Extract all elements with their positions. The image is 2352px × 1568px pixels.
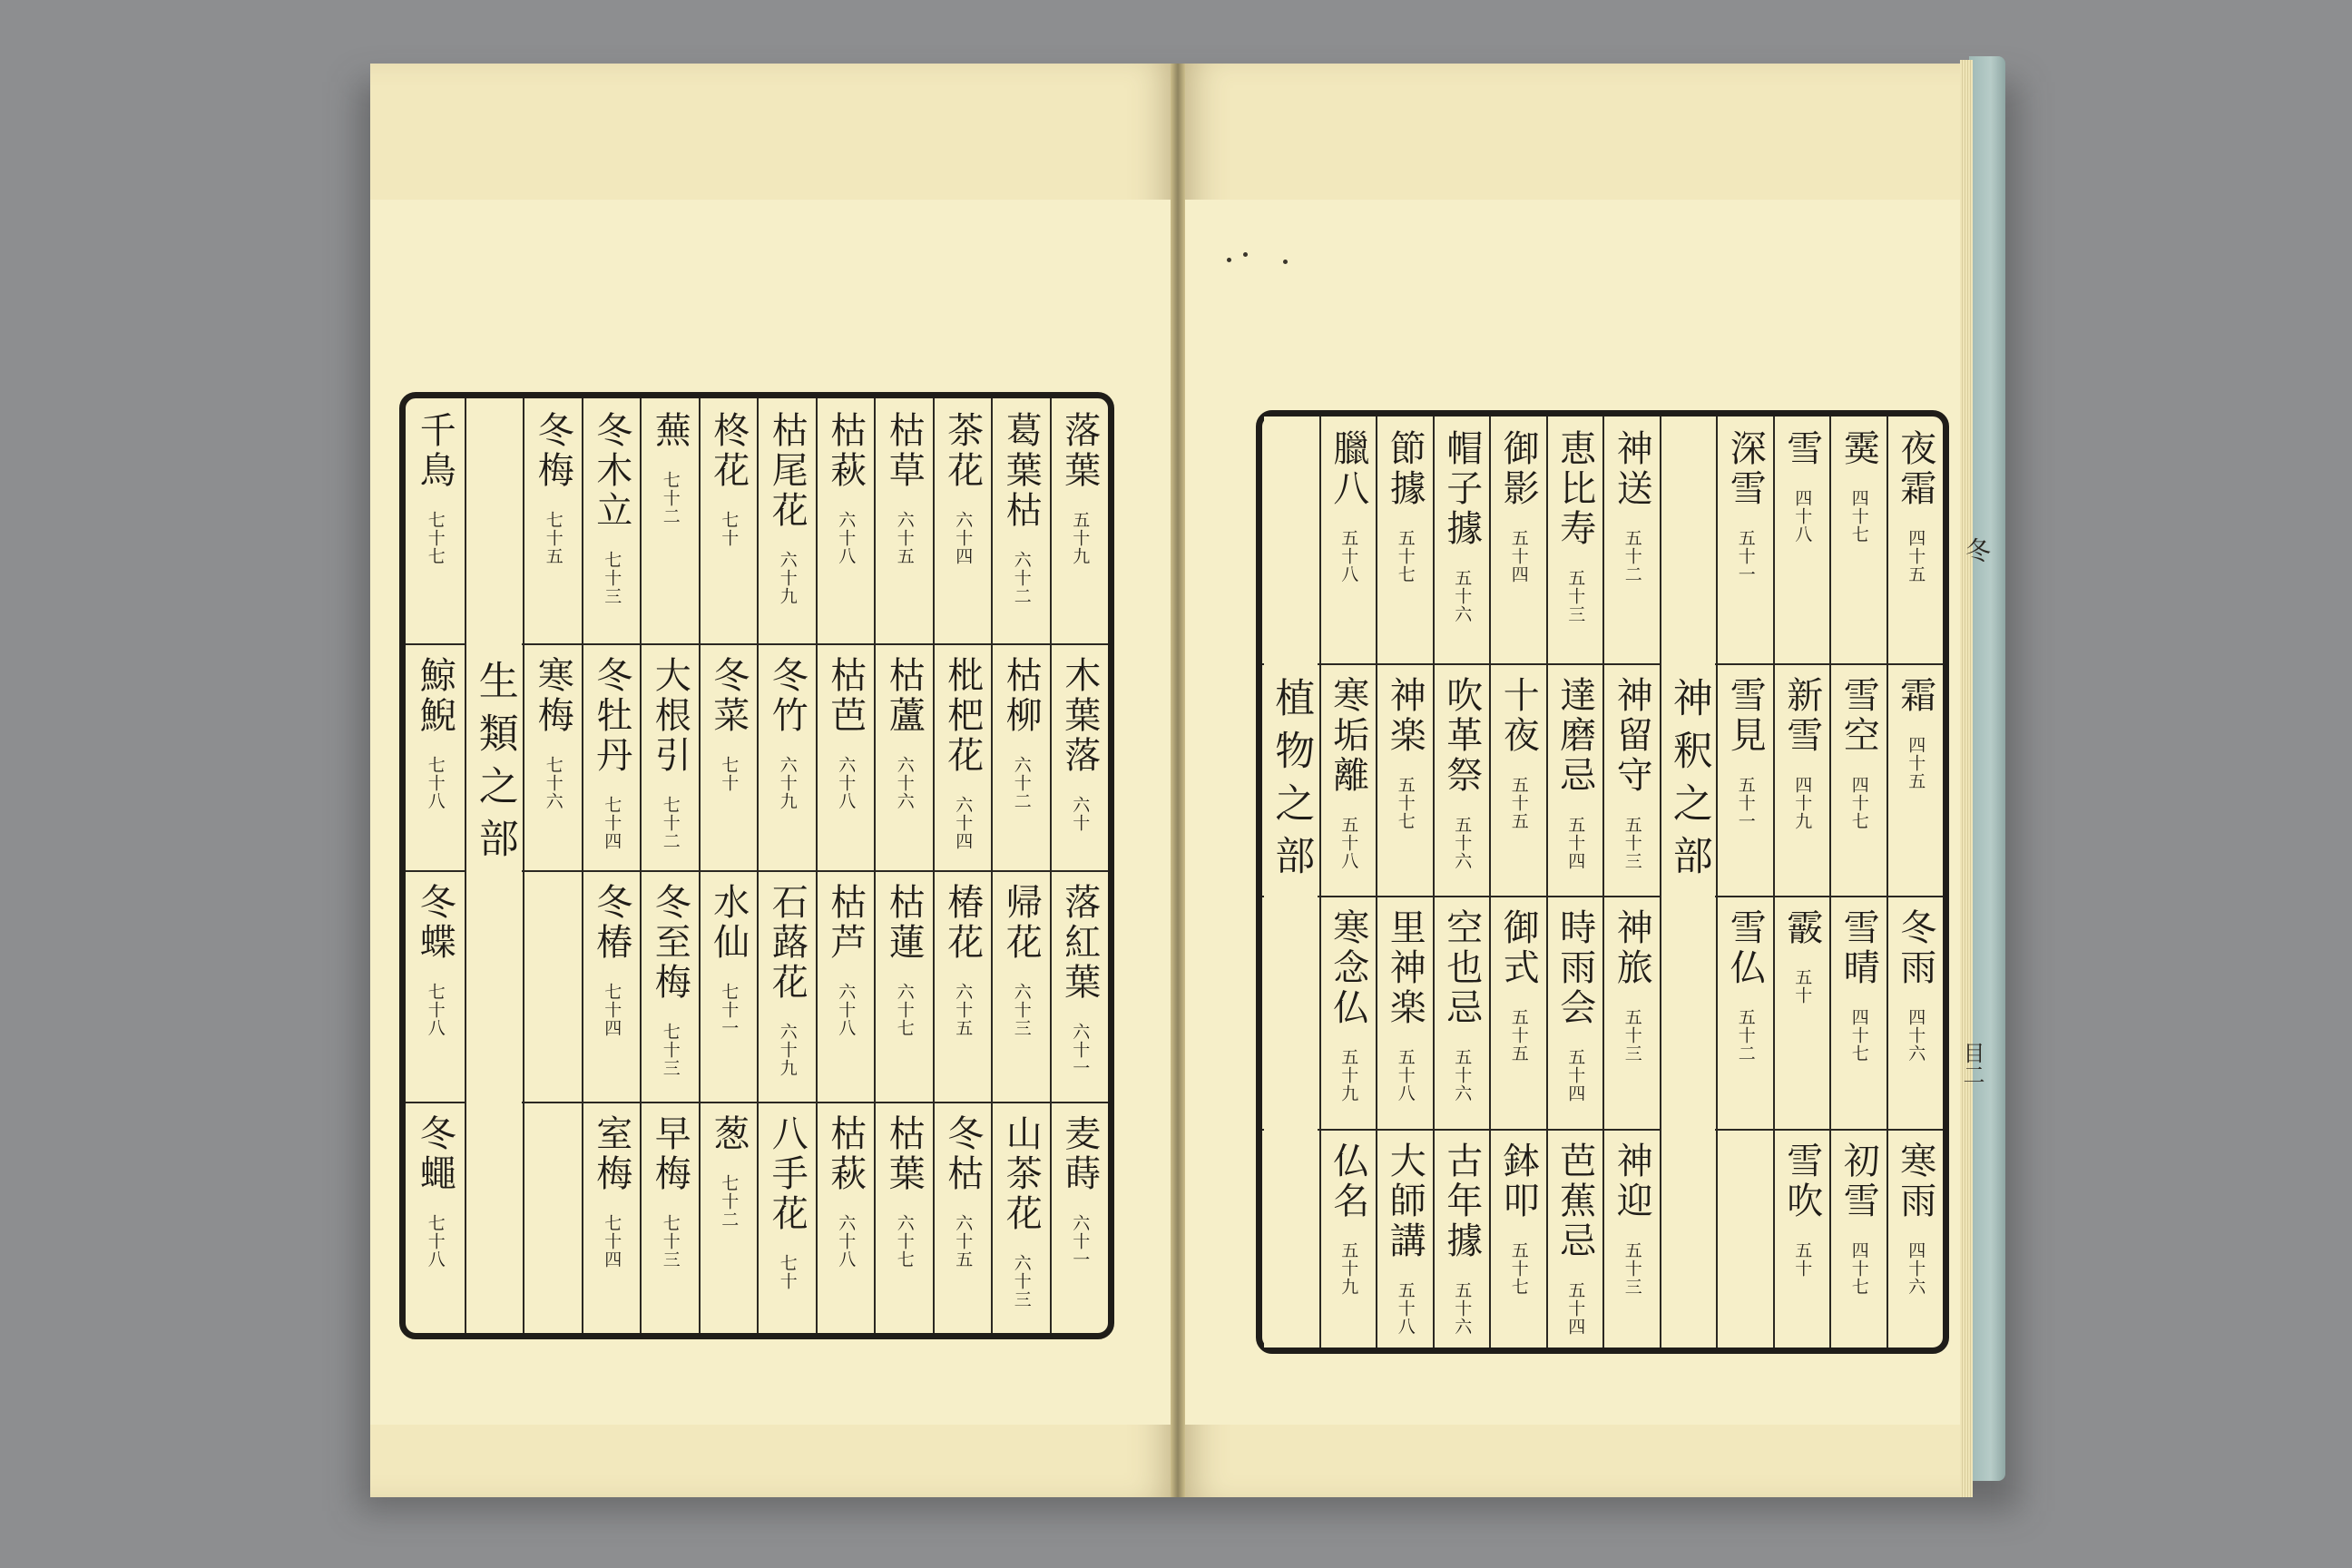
- index-page-number: 五十一: [1735, 775, 1756, 830]
- index-term: 冬牡丹: [590, 655, 632, 776]
- edge-label: 冬: [1962, 537, 1992, 563]
- index-term: 冬蝶: [414, 883, 456, 964]
- index-page-number: 七十二: [660, 795, 681, 850]
- section-heading: 神釈之部: [1665, 677, 1712, 888]
- index-column: [1050, 398, 1109, 1333]
- index-term: 寒念仏: [1327, 908, 1369, 1029]
- index-page-number: 七十: [719, 755, 740, 792]
- index-page-number: 五十三: [1622, 1240, 1642, 1296]
- index-page-number: 五十五: [1508, 1008, 1529, 1063]
- index-page-number: 五十一: [1735, 529, 1756, 583]
- index-term: 山茶花: [1000, 1113, 1043, 1234]
- index-page-number: 五十八: [1395, 1280, 1416, 1336]
- index-term: 雪吹: [1780, 1141, 1823, 1221]
- index-term: 夜霜: [1894, 429, 1936, 509]
- index-term: 枯蓮: [883, 883, 926, 964]
- index-term: 新雪: [1780, 675, 1823, 756]
- index-page-number: 六十八: [836, 983, 857, 1038]
- index-column: [1546, 416, 1603, 1348]
- index-page-number: 四十五: [1906, 529, 1926, 583]
- index-page-number: 五十四: [1565, 815, 1586, 870]
- index-term: 大師講: [1384, 1141, 1426, 1261]
- index-term: 達磨忌: [1553, 675, 1596, 796]
- index-term: 里神楽: [1384, 908, 1426, 1029]
- index-page-number: 四十七: [1848, 1008, 1869, 1063]
- index-page-number: 六十二: [1011, 551, 1032, 605]
- index-column: [1773, 416, 1830, 1348]
- index-term: 臘八: [1327, 429, 1369, 509]
- index-page-number: 五十七: [1395, 775, 1416, 830]
- index-page-number: 七十八: [425, 983, 446, 1038]
- index-page-number: 六十三: [1011, 1253, 1032, 1308]
- index-page-number: 五十三: [1565, 569, 1586, 623]
- index-page-number: 七十三: [602, 551, 622, 605]
- index-column: [1489, 416, 1546, 1348]
- index-page-number: 七十四: [602, 983, 622, 1038]
- index-page-number: 六十八: [836, 1213, 857, 1269]
- index-term: 雪晴: [1838, 908, 1880, 989]
- index-page-number: 五十六: [1452, 1048, 1473, 1103]
- index-column: [406, 398, 465, 1333]
- index-page-number: 四十六: [1906, 1008, 1926, 1063]
- index-term: 枯芦: [824, 883, 867, 964]
- index-page-number: 六十: [1070, 795, 1091, 832]
- index-term: 枯葉: [883, 1113, 926, 1194]
- index-term: 寒梅: [532, 655, 574, 736]
- index-page-number: 五十六: [1452, 569, 1473, 623]
- index-page-number: 五十二: [1622, 529, 1642, 583]
- index-term: 枇杷花: [941, 655, 984, 776]
- right-index-frame: [1256, 410, 1949, 1354]
- index-page-number: 五十四: [1565, 1048, 1586, 1103]
- index-term: 霰: [1780, 908, 1823, 949]
- index-page-number: 六十八: [836, 755, 857, 810]
- row-rule: [1262, 663, 1943, 665]
- index-page-number: 五十九: [1338, 1048, 1359, 1103]
- index-section-column: [1660, 416, 1717, 1348]
- index-term: 葱: [707, 1113, 750, 1154]
- index-term: 枯萩: [824, 411, 867, 491]
- index-term: 水仙: [707, 883, 750, 964]
- book-gutter: [1171, 64, 1185, 1497]
- index-section-column: [1262, 416, 1319, 1348]
- index-column: [640, 398, 699, 1333]
- index-page-number: 六十七: [894, 1213, 915, 1269]
- index-column: [816, 398, 875, 1333]
- index-term: 深雪: [1724, 429, 1767, 509]
- index-term: 麦蒔: [1058, 1113, 1101, 1194]
- index-term: 雪: [1780, 429, 1823, 469]
- index-page-number: 六十二: [1011, 755, 1032, 810]
- index-term: 枯芭: [824, 655, 867, 736]
- index-page-number: 四十五: [1906, 735, 1926, 790]
- row-rule: [1262, 1129, 1943, 1131]
- book-cover-edge: [1969, 56, 2005, 1481]
- left-index-frame: [399, 392, 1114, 1339]
- section-heading: 生類之部: [471, 660, 518, 871]
- index-term: 御式: [1497, 908, 1540, 989]
- index-term: 木葉落: [1058, 655, 1101, 776]
- index-page-number: 七十四: [602, 795, 622, 850]
- row-rule: [1262, 896, 1943, 897]
- index-term: 冬梅: [532, 411, 574, 491]
- index-page-number: 四十七: [1848, 489, 1869, 544]
- index-section-column: [465, 398, 524, 1333]
- index-term: 時雨会: [1553, 908, 1596, 1029]
- ink-speck: [1243, 252, 1248, 257]
- index-term: 吹革祭: [1440, 675, 1483, 796]
- index-page-number: 六十四: [953, 511, 974, 565]
- index-page-number: 五十三: [1622, 815, 1642, 870]
- page-stack-edge: [1960, 60, 1973, 1497]
- index-page-number: 五十四: [1565, 1280, 1586, 1336]
- index-term: 古年據: [1440, 1141, 1483, 1261]
- index-page-number: 六十五: [894, 511, 915, 565]
- index-page-number: 七十: [777, 1253, 798, 1290]
- index-column: [1716, 416, 1773, 1348]
- index-page-number: 五十九: [1338, 1240, 1359, 1296]
- index-page-number: 五十八: [1338, 815, 1359, 870]
- index-term: 霙: [1838, 429, 1880, 469]
- index-term: 芭蕉忌: [1553, 1141, 1596, 1261]
- index-term: 落葉: [1058, 411, 1101, 491]
- index-term: 寒雨: [1894, 1141, 1936, 1221]
- index-term: 枯柳: [1000, 655, 1043, 736]
- index-page-number: 七十三: [660, 1023, 681, 1078]
- index-term: 初雪: [1838, 1141, 1880, 1221]
- index-term: 枯萩: [824, 1113, 867, 1194]
- index-page-number: 六十六: [894, 755, 915, 810]
- index-term: 冬蠅: [414, 1113, 456, 1194]
- index-page-number: 六十三: [1011, 983, 1032, 1038]
- index-term: 霜: [1894, 675, 1936, 716]
- index-page-number: 六十八: [836, 511, 857, 565]
- index-column: [1433, 416, 1490, 1348]
- index-term: 枯草: [883, 411, 926, 491]
- index-column: [991, 398, 1050, 1333]
- index-term: 帽子據: [1440, 429, 1483, 549]
- index-term: 寒垢離: [1327, 675, 1369, 796]
- index-page-number: 五十: [1792, 968, 1813, 1005]
- index-page-number: 五十二: [1735, 1008, 1756, 1063]
- edge-label-volume: 目二: [1959, 1042, 1984, 1085]
- index-page-number: 五十五: [1508, 775, 1529, 830]
- index-column: [933, 398, 992, 1333]
- index-page-number: 四十六: [1906, 1240, 1926, 1296]
- index-term: 神送: [1611, 429, 1653, 509]
- index-page-number: 七十二: [719, 1173, 740, 1229]
- index-term: 室梅: [590, 1113, 632, 1194]
- index-term: 鉢叩: [1497, 1141, 1540, 1221]
- index-term: 八手花: [766, 1113, 808, 1234]
- ink-speck: [1227, 258, 1231, 262]
- index-page-number: 五十七: [1395, 529, 1416, 583]
- index-term: 鯨鯢: [414, 655, 456, 736]
- index-term: 冬菜: [707, 655, 750, 736]
- index-term: 葛葉枯: [1000, 411, 1043, 531]
- index-term: 大根引: [649, 655, 691, 776]
- index-column: [582, 398, 641, 1333]
- index-term: 御影: [1497, 429, 1540, 509]
- index-term: 冬木立: [590, 411, 632, 531]
- index-page-number: 七十: [719, 511, 740, 547]
- index-term: 冬枯: [941, 1113, 984, 1194]
- section-heading: 植物之部: [1268, 677, 1315, 888]
- index-term: 冬竹: [766, 655, 808, 736]
- index-term: 神迎: [1611, 1141, 1653, 1221]
- index-page-number: 五十九: [1070, 511, 1091, 565]
- index-page-number: 五十八: [1395, 1048, 1416, 1103]
- index-column: [1376, 416, 1433, 1348]
- index-page-number: 五十八: [1338, 529, 1359, 583]
- index-term: 冬椿: [590, 883, 632, 964]
- index-term: 雪仏: [1724, 908, 1767, 989]
- index-page-number: 四十八: [1792, 489, 1813, 544]
- index-page-number: 四十七: [1848, 775, 1869, 830]
- index-term: 枯尾花: [766, 411, 808, 531]
- index-column: [699, 398, 758, 1333]
- index-column: [1602, 416, 1660, 1348]
- index-term: 石蕗花: [766, 883, 808, 1004]
- index-page-number: 七十八: [425, 1213, 446, 1269]
- index-page-number: 六十五: [953, 983, 974, 1038]
- index-term: 落紅葉: [1058, 883, 1101, 1004]
- index-page-number: 五十六: [1452, 815, 1473, 870]
- index-term: 柊花: [707, 411, 750, 491]
- index-term: 千鳥: [414, 411, 456, 491]
- index-page-number: 四十九: [1792, 775, 1813, 830]
- index-term: 恵比寿: [1553, 429, 1596, 549]
- index-term: 節據: [1384, 429, 1426, 509]
- index-page-number: 五十四: [1508, 529, 1529, 583]
- index-page-number: 七十四: [602, 1213, 622, 1269]
- index-page-number: 五十: [1792, 1240, 1813, 1278]
- index-term: 早梅: [649, 1113, 691, 1194]
- index-page-number: 六十九: [777, 1023, 798, 1078]
- index-term: 茶花: [941, 411, 984, 491]
- index-page-number: 七十八: [425, 755, 446, 810]
- index-column: [1829, 416, 1886, 1348]
- index-term: 枯蘆: [883, 655, 926, 736]
- index-column: [1319, 416, 1377, 1348]
- index-page-number: 五十六: [1452, 1280, 1473, 1336]
- index-page-number: 五十三: [1622, 1008, 1642, 1063]
- index-column: [523, 398, 582, 1333]
- index-page-number: 七十七: [425, 511, 446, 565]
- index-column: [1886, 416, 1944, 1348]
- index-page-number: 六十四: [953, 795, 974, 850]
- index-page-number: 六十五: [953, 1213, 974, 1269]
- index-column: [757, 398, 816, 1333]
- index-term: 神楽: [1384, 675, 1426, 756]
- index-page-number: 六十九: [777, 755, 798, 810]
- index-term: 神留守: [1611, 675, 1653, 796]
- index-term: 雪空: [1838, 675, 1880, 756]
- index-page-number: 七十三: [660, 1213, 681, 1269]
- index-term: 蕪: [649, 411, 691, 451]
- index-term: 十夜: [1497, 675, 1540, 756]
- index-term: 帰花: [1000, 883, 1043, 964]
- index-page-number: 四十七: [1848, 1240, 1869, 1296]
- index-page-number: 六十一: [1070, 1213, 1091, 1269]
- index-page-number: 六十九: [777, 551, 798, 605]
- index-term: 雪見: [1724, 675, 1767, 756]
- index-term: 空也忌: [1440, 908, 1483, 1029]
- index-term: 神旅: [1611, 908, 1653, 989]
- index-column: [874, 398, 933, 1333]
- index-term: 仏名: [1327, 1141, 1369, 1221]
- index-page-number: 六十七: [894, 983, 915, 1038]
- index-term: 椿花: [941, 883, 984, 964]
- index-page-number: 七十二: [660, 471, 681, 525]
- index-page-number: 七十六: [543, 755, 564, 810]
- index-page-number: 七十五: [543, 511, 564, 565]
- index-term: 冬雨: [1894, 908, 1936, 989]
- index-page-number: 七十一: [719, 983, 740, 1038]
- ink-speck: [1283, 260, 1288, 264]
- index-page-number: 六十一: [1070, 1023, 1091, 1078]
- index-page-number: 五十七: [1508, 1240, 1529, 1296]
- index-term: 冬至梅: [649, 883, 691, 1004]
